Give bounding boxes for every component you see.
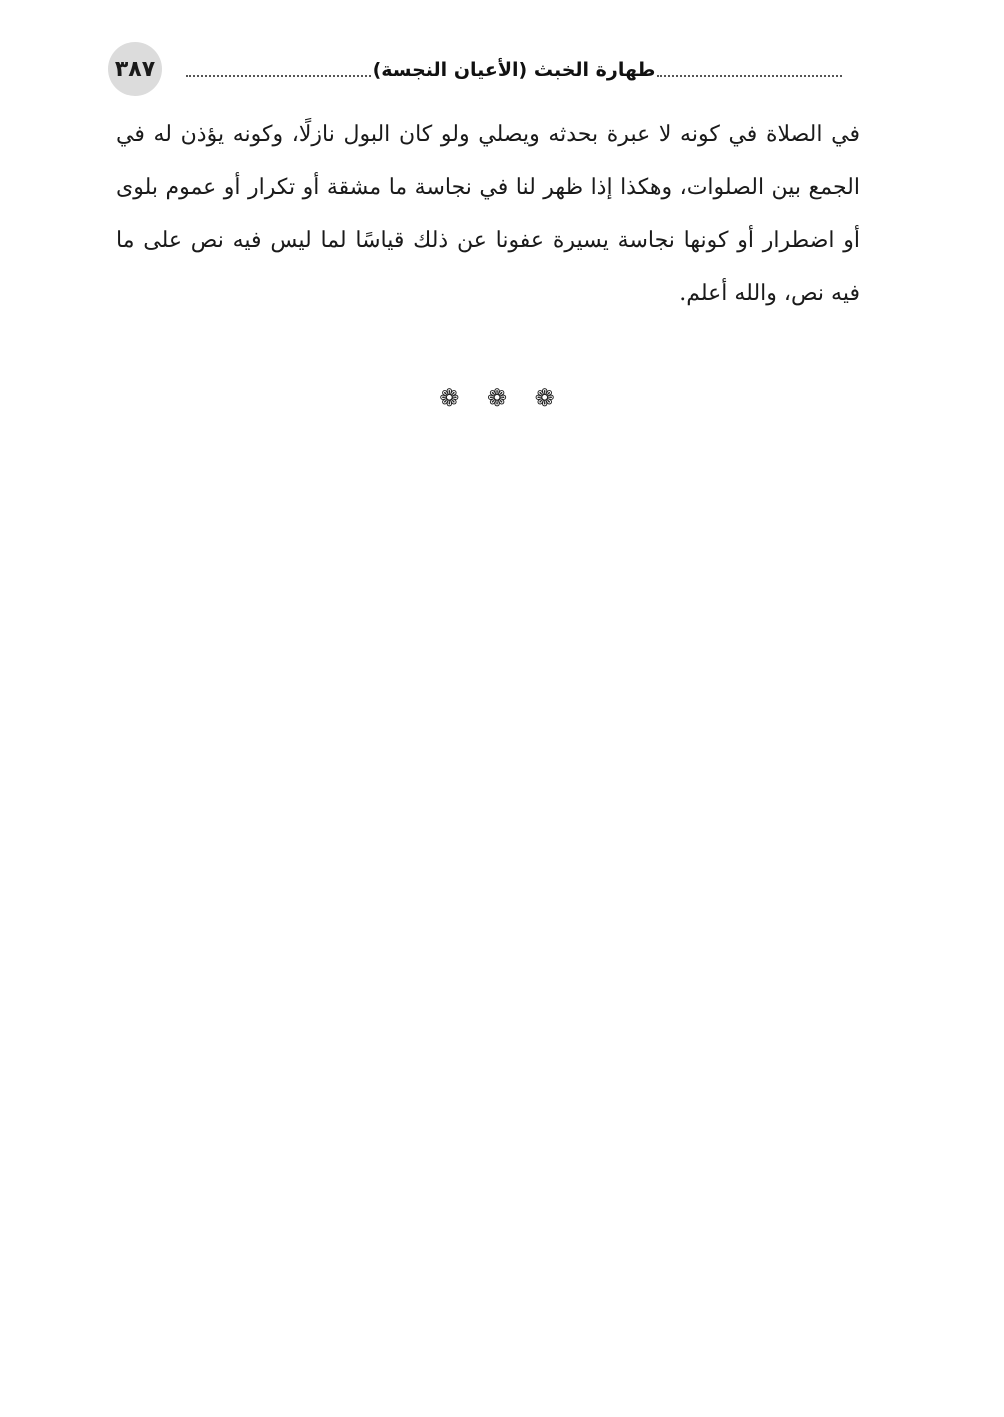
page-number: ٣٨٧: [114, 56, 156, 82]
running-header: [186, 55, 842, 85]
header-dotted-leader-right: [657, 75, 842, 77]
chapter-title: طهارة الخبث (الأعيان النجسة): [372, 59, 656, 81]
page-number-badge: [108, 42, 162, 96]
header-dotted-leader-left: [186, 75, 371, 77]
section-separator-flowers: ❁ ❁ ❁: [439, 384, 565, 412]
body-paragraph: في الصلاة في كونه لا عبرة بحدثه ويصلي ولو كان البول نازلًا، وكونه يؤذن له في الجمع بين الصلوات، وهكذا إذا ظهر لنا في نجاسة ما مشقة أو تكرار أو عموم بلوى أو اضطرار أو كونها نجاسة يسيرة عفونا عن ذلك قياسًا لما ليس فيه نص على ما فيه نص، والله أعلم.: [116, 122, 860, 306]
